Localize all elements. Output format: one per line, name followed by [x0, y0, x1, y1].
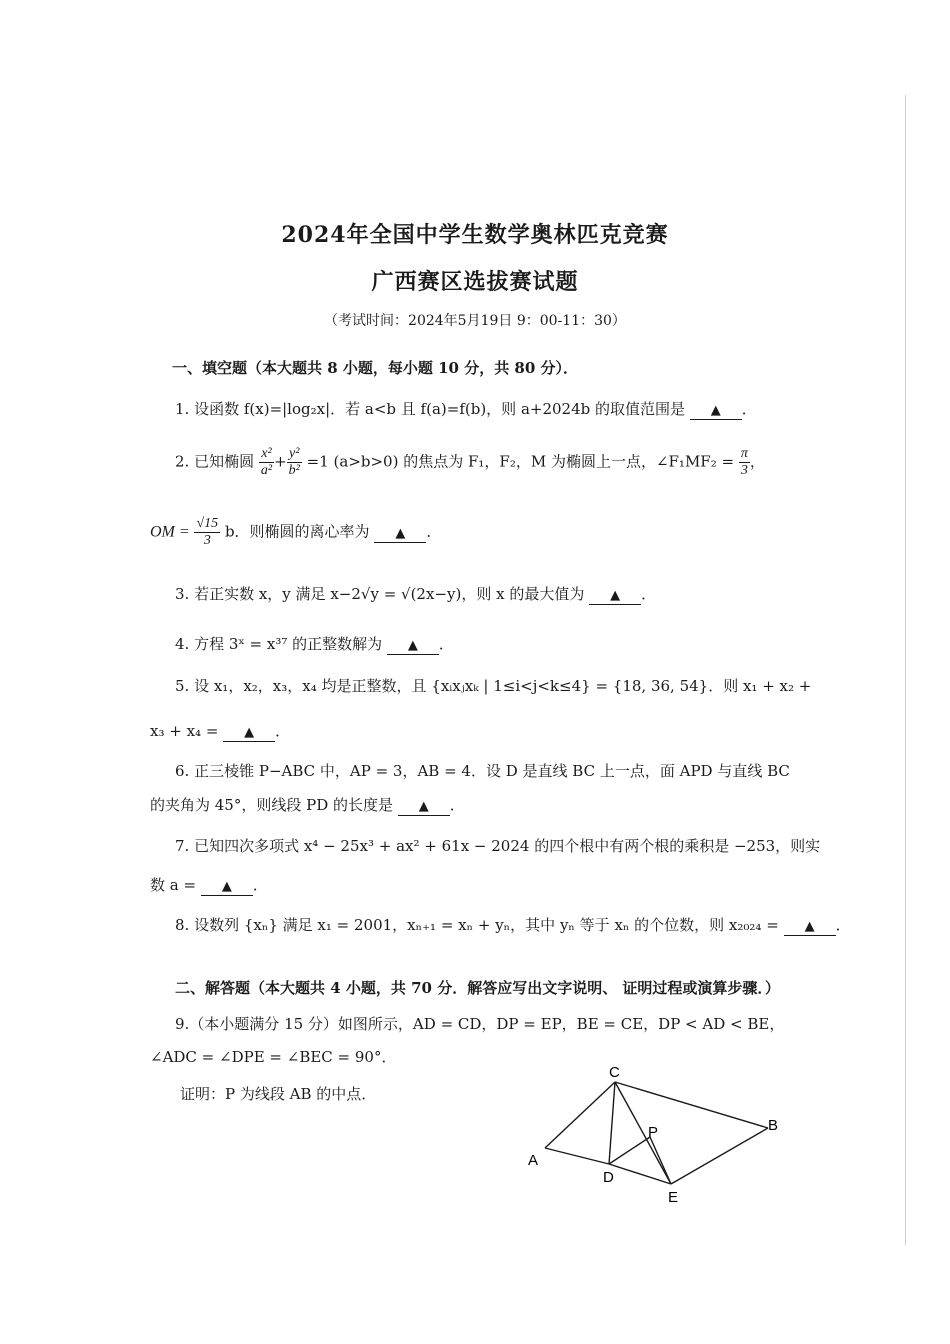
answer-blank-7: ▲ — [201, 879, 253, 896]
question-5-sum: x₃ + x₄ = — [150, 722, 219, 740]
question-1-text: 1. 设函数 f(x)=|log₂x|．若 a<b 且 f(a)=f(b)，则 a+2024b 的取值范围是 — [175, 400, 686, 418]
segment-be — [671, 1128, 768, 1184]
segment-ad — [545, 1148, 609, 1164]
question-4: 4. 方程 3ˣ = x³⁷ 的正整数解为 ▲ ． — [175, 635, 454, 653]
label-e: E — [668, 1189, 679, 1206]
section1-heading: 一、填空题（本大题共 8 小题，每小题 10 分，共 80 分）． — [172, 359, 579, 377]
answer-blank-3: ▲ — [589, 588, 641, 605]
ellipse-fraction-y — [287, 446, 302, 479]
segment-ac — [545, 1082, 615, 1148]
segment-dp — [609, 1137, 650, 1164]
om-fraction — [194, 516, 220, 549]
question-2-mid: =1 (a>b>0) 的焦点为 F₁，F₂，M 为椭圆上一点，∠F₁MF₂ = — [306, 452, 735, 471]
answer-blank-6: ▲ — [398, 799, 450, 816]
label-p: P — [648, 1124, 659, 1141]
fraction-denominator: 3 — [740, 463, 748, 478]
answer-blank-4: ▲ — [387, 638, 439, 655]
label-b: B — [768, 1117, 779, 1134]
section2-heading: 二、解答题（本大题共 4 小题，共 70 分．解答应写出文字说明、 证明过程或演算步骤．） — [175, 979, 780, 997]
label-c: C — [609, 1064, 620, 1081]
fraction-numerator: y² — [287, 446, 302, 463]
exam-title: 2024年全国中学生数学奥林匹克竞赛 — [281, 222, 669, 248]
label-a: A — [528, 1152, 539, 1169]
question-9-line2: ∠ADC = ∠DPE = ∠BEC = 90°． — [150, 1048, 397, 1066]
question-3: 3. 若正实数 x，y 满足 x−2√y = √(2x−y)，则 x 的最大值为 ▲ ． — [175, 585, 657, 603]
question-2-prefix: 2. 已知椭圆 — [175, 452, 255, 471]
om-label: OM = — [150, 523, 190, 541]
fraction-denominator: a² — [260, 463, 273, 478]
segment-cd — [609, 1082, 615, 1164]
question-2-end: ， — [749, 452, 765, 471]
answer-blank-2: ▲ — [374, 526, 426, 543]
question-5: 5. 设 x₁，x₂，x₃，x₄ 均是正整数，且 {xᵢxⱼxₖ | 1≤i<j<k≤4} = {18, 36, 54}．则 x₁ + x₂ + — [175, 677, 812, 695]
question-2-suffix: b．则椭圆的离心率为 — [224, 522, 370, 541]
fraction-numerator: π — [740, 446, 748, 461]
question-9: 9.（本小题满分 15 分）如图所示，AD = CD，DP = EP，BE = CE，DP < AD < BE， — [175, 1015, 785, 1033]
question-8: 8. 设数列 {xₙ} 满足 x₁ = 2001，xₙ₊₁ = xₙ + yₙ，其中 yₙ 等于 xₙ 的个位数，则 x₂₀₂₄ = ▲ ． — [175, 916, 851, 934]
question-7: 7. 已知四次多项式 x⁴ − 25x³ + ax² + 61x − 2024 的四个根中有两个根的乘积是 −253，则实 — [175, 837, 821, 855]
geometry-figure — [510, 1060, 810, 1210]
label-d: D — [603, 1169, 614, 1186]
fraction-numerator: √15 — [196, 516, 219, 531]
question-6-text: 的夹角为 45°，则线段 PD 的长度是 — [150, 796, 394, 814]
question-8-text: 8. 设数列 {xₙ} 满足 x₁ = 2001，xₙ₊₁ = xₙ + yₙ，其中 yₙ 等于 xₙ 的个位数，则 x₂₀₂₄ = — [175, 916, 779, 934]
angle-fraction — [739, 446, 750, 479]
question-2-line2: OM = $\frac{√15}{3}$ b．则椭圆的离心率为 ▲ ． — [150, 516, 442, 548]
ellipse-fraction-x — [259, 446, 274, 479]
plus-sign: + — [274, 452, 287, 471]
exam-subtitle: 广西赛区选拔赛试题 — [371, 269, 579, 295]
question-5-line2: x₃ + x₄ = ▲ ． — [150, 722, 291, 740]
question-4-text: 4. 方程 3ˣ = x³⁷ 的正整数解为 — [175, 635, 383, 653]
question-1: 1. 设函数 f(x)=|log₂x|．若 a<b 且 f(a)=f(b)，则 a+2024b 的取值范围是 ▲ ． — [175, 400, 757, 418]
answer-blank-1: ▲ — [690, 403, 742, 420]
segment-pe — [650, 1137, 671, 1184]
question-6-line2: 的夹角为 45°，则线段 PD 的长度是 ▲ ． — [150, 796, 465, 814]
question-6: 6. 正三棱锥 P−ABC 中，AP = 3，AB = 4．设 D 是直线 BC 上一点，面 APD 与直线 BC — [175, 762, 790, 780]
question-3-text: 3. 若正实数 x，y 满足 x−2√y = √(2x−y)，则 x 的最大值为 — [175, 585, 585, 603]
question-7-text: 数 a = — [150, 876, 197, 894]
question-2 — [175, 446, 765, 479]
question-7-line2: 数 a = ▲ ． — [150, 876, 268, 894]
exam-time: （考试时间：2024年5月19日 9：00-11：30） — [324, 313, 626, 329]
fraction-denominator: b² — [288, 463, 300, 478]
answer-blank-8: ▲ — [784, 919, 836, 936]
fraction-denominator: 3 — [203, 533, 211, 548]
fraction-numerator: x² — [259, 446, 274, 463]
answer-blank-5: ▲ — [223, 725, 275, 742]
question-9-prove: 证明：P 为线段 AB 的中点． — [180, 1085, 377, 1103]
segment-cb — [615, 1082, 768, 1128]
